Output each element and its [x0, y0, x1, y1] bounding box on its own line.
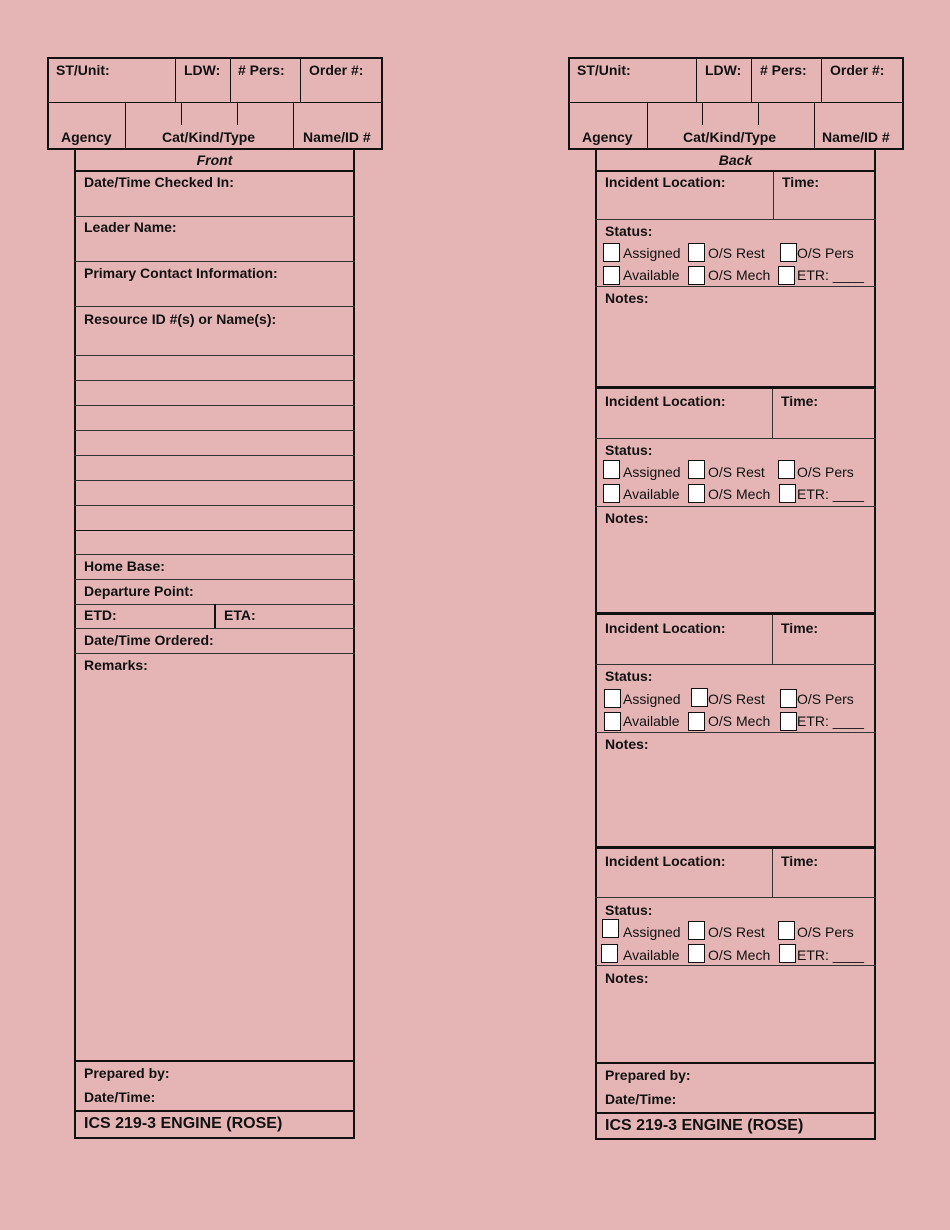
divider [772, 615, 773, 664]
time-label: Time: [781, 853, 819, 869]
divider [696, 57, 697, 103]
notes-label: Notes: [605, 290, 649, 306]
assigned-label: Assigned [623, 691, 681, 707]
status-label: Status: [605, 902, 653, 918]
etr-checkbox[interactable] [780, 712, 797, 731]
leader-name-field[interactable] [76, 236, 353, 261]
divider [568, 102, 904, 103]
prepared-by-label: Prepared by: [605, 1067, 691, 1083]
os-rest-label: O/S Rest [708, 691, 765, 707]
os-rest-checkbox[interactable] [688, 921, 705, 940]
assigned-checkbox[interactable] [604, 689, 621, 708]
divider [595, 1112, 876, 1114]
os-mech-label: O/S Mech [708, 486, 771, 502]
os-mech-checkbox[interactable] [688, 944, 705, 963]
etr-checkbox[interactable] [779, 944, 796, 963]
divider [181, 103, 182, 125]
name-id-label: Name/ID # [303, 129, 371, 145]
notes-label: Notes: [605, 970, 649, 986]
os-pers-checkbox[interactable] [780, 689, 797, 708]
resource-row[interactable] [76, 381, 353, 405]
incident-location-label: Incident Location: [605, 853, 726, 869]
divider [125, 103, 126, 150]
incident-location-label: Incident Location: [605, 393, 726, 409]
date-time-label: Date/Time: [605, 1091, 677, 1107]
divider [595, 965, 876, 966]
etd-label: ETD: [84, 607, 117, 623]
order-label: Order #: [309, 62, 364, 78]
assigned-checkbox[interactable] [603, 243, 620, 262]
incident-location-label: Incident Location: [605, 620, 726, 636]
divider [758, 103, 759, 125]
divider [214, 604, 216, 629]
time-label: Time: [781, 393, 819, 409]
os-pers-checkbox[interactable] [778, 921, 795, 940]
divider [74, 628, 355, 629]
eta-label: ETA: [224, 607, 256, 623]
os-rest-checkbox[interactable] [691, 688, 708, 707]
remarks-field[interactable] [76, 675, 353, 1060]
primary-contact-field[interactable] [76, 281, 353, 306]
os-rest-label: O/S Rest [708, 924, 765, 940]
resource-row[interactable] [76, 431, 353, 455]
divider [595, 438, 876, 439]
os-pers-label: O/S Pers [797, 464, 854, 480]
os-mech-label: O/S Mech [708, 713, 771, 729]
divider [300, 57, 301, 103]
divider [74, 554, 355, 555]
divider [293, 103, 294, 150]
status-label: Status: [605, 223, 653, 239]
divider [595, 170, 876, 172]
divider [74, 1110, 355, 1112]
divider [595, 506, 876, 507]
divider [595, 1062, 876, 1064]
cat-kind-type-label: Cat/Kind/Type [162, 129, 256, 145]
notes-label: Notes: [605, 510, 649, 526]
time-label: Time: [781, 620, 819, 636]
divider [47, 102, 383, 103]
agency-label: Agency [61, 129, 112, 145]
os-pers-checkbox[interactable] [780, 243, 797, 262]
date-time-checked-in-label: Date/Time Checked In: [84, 174, 234, 190]
assigned-label: Assigned [623, 464, 681, 480]
os-mech-label: O/S Mech [708, 267, 771, 283]
available-label: Available [623, 486, 680, 502]
divider [751, 57, 752, 103]
divider [74, 1060, 355, 1062]
etr-checkbox[interactable] [779, 484, 796, 503]
divider [814, 103, 815, 150]
time-label: Time: [782, 174, 820, 190]
available-checkbox[interactable] [603, 484, 620, 503]
divider [175, 57, 176, 103]
available-checkbox[interactable] [604, 712, 621, 731]
divider [237, 103, 238, 125]
etr-label: ETR: ____ [797, 947, 864, 963]
order-label: Order #: [830, 62, 885, 78]
prepared-by-label: Prepared by: [84, 1065, 170, 1081]
divider [595, 219, 876, 220]
notes-field[interactable] [597, 526, 874, 612]
available-label: Available [623, 267, 680, 283]
resource-row[interactable] [76, 481, 353, 505]
os-mech-label: O/S Mech [708, 947, 771, 963]
notes-field[interactable] [597, 986, 874, 1062]
assigned-checkbox[interactable] [603, 460, 620, 479]
os-mech-checkbox[interactable] [688, 266, 705, 285]
divider [74, 216, 355, 217]
cat-kind-type-label: Cat/Kind/Type [683, 129, 777, 145]
os-pers-label: O/S Pers [797, 691, 854, 707]
divider [74, 170, 355, 172]
remarks-label: Remarks: [84, 657, 148, 673]
incident-location-label: Incident Location: [605, 174, 726, 190]
pers-label: # Pers: [238, 62, 285, 78]
os-rest-label: O/S Rest [708, 245, 765, 261]
agency-label: Agency [582, 129, 633, 145]
resource-row[interactable] [76, 506, 353, 530]
os-rest-checkbox[interactable] [688, 460, 705, 479]
available-label: Available [623, 947, 680, 963]
date-time-checked-in-field[interactable] [76, 190, 353, 216]
assigned-checkbox[interactable] [602, 919, 619, 938]
date-time-label: Date/Time: [84, 1089, 156, 1105]
divider [595, 664, 876, 665]
leader-name-label: Leader Name: [84, 219, 177, 235]
notes-label: Notes: [605, 736, 649, 752]
divider [647, 103, 648, 150]
departure-point-label: Departure Point: [84, 583, 194, 599]
assigned-label: Assigned [623, 245, 681, 261]
divider [821, 57, 822, 103]
st-unit-label: ST/Unit: [56, 62, 110, 78]
notes-field[interactable] [597, 306, 874, 386]
pers-label: # Pers: [760, 62, 807, 78]
divider [595, 386, 876, 389]
divider [74, 653, 355, 654]
resource-row[interactable] [76, 456, 353, 480]
ldw-label: LDW: [705, 62, 742, 78]
divider [74, 306, 355, 307]
os-pers-label: O/S Pers [797, 245, 854, 261]
divider [772, 389, 773, 438]
divider [773, 172, 774, 219]
divider [595, 897, 876, 898]
os-pers-label: O/S Pers [797, 924, 854, 940]
os-rest-checkbox[interactable] [688, 243, 705, 262]
resource-row[interactable] [76, 531, 353, 554]
status-label: Status: [605, 442, 653, 458]
divider [230, 57, 231, 103]
available-label: Available [623, 713, 680, 729]
resource-id-label: Resource ID #(s) or Name(s): [84, 311, 277, 327]
os-rest-label: O/S Rest [708, 464, 765, 480]
os-pers-checkbox[interactable] [778, 460, 795, 479]
st-unit-label: ST/Unit: [577, 62, 631, 78]
available-checkbox[interactable] [601, 944, 618, 963]
etr-label: ETR: ____ [797, 486, 864, 502]
back-side-label: Back [718, 152, 753, 168]
ldw-label: LDW: [184, 62, 221, 78]
form-title: ICS 219-3 ENGINE (ROSE) [605, 1117, 804, 1134]
os-mech-checkbox[interactable] [688, 712, 705, 731]
primary-contact-label: Primary Contact Information: [84, 265, 278, 281]
date-time-ordered-label: Date/Time Ordered: [84, 632, 214, 648]
etr-label: ETR: ____ [797, 267, 864, 283]
divider [595, 286, 876, 287]
divider [702, 103, 703, 125]
etr-label: ETR: ____ [797, 713, 864, 729]
status-label: Status: [605, 668, 653, 684]
divider [595, 732, 876, 733]
home-base-label: Home Base: [84, 558, 165, 574]
notes-field[interactable] [597, 752, 874, 846]
resource-row[interactable] [76, 406, 353, 430]
divider [74, 579, 355, 580]
etr-checkbox[interactable] [778, 266, 795, 285]
divider [595, 612, 876, 615]
divider [772, 849, 773, 897]
resource-row[interactable] [76, 356, 353, 380]
divider [74, 261, 355, 262]
form-title: ICS 219-3 ENGINE (ROSE) [84, 1115, 283, 1132]
name-id-label: Name/ID # [822, 129, 890, 145]
available-checkbox[interactable] [603, 266, 620, 285]
assigned-label: Assigned [623, 924, 681, 940]
front-side-label: Front [196, 152, 233, 168]
resource-id-field[interactable] [76, 327, 353, 355]
os-mech-checkbox[interactable] [688, 484, 705, 503]
divider [595, 846, 876, 849]
